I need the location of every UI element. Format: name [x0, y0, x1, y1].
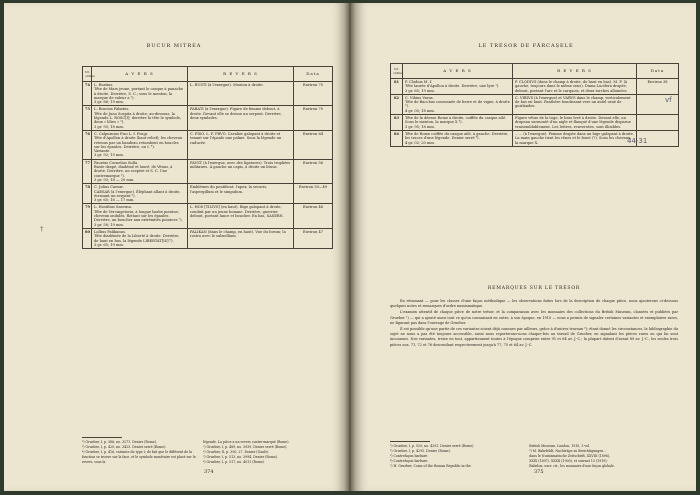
header-avers: A V E R S [403, 64, 513, 79]
avers-cell: P. Clodius M. f. Tête laurée d'Apollon à droite. Derrière, une lyre ¹). 3 gr. 65; 19 mm. [403, 79, 513, 95]
table-row [83, 130, 333, 159]
avers-cell: L. Hostilius Saserna. Tête de Vercingetorix, à longue barbe pointue; cheveux ondulés, flottant sur les épaules. Derrière, un bouclier aux extrémités pointues ⁷). 3 gr. 58; 19 mm. [92, 204, 188, 228]
table-header-row [83, 67, 333, 82]
date-cell [637, 94, 679, 114]
book-gutter [344, 3, 356, 491]
coin-table-right [390, 63, 679, 147]
avers-cell: Tête de Rome coiffée du casque ailé, à gauche. Derrière, les traces d'une légende. Denier serré ⁴). 4 gr. 02; 20 mm. [403, 130, 513, 146]
date-cell: Environ 50—49 [294, 184, 333, 204]
page-number-right: 375 [534, 469, 544, 475]
footnote: ¹) H. Grueber, Coins of the Roman Republic in the [390, 464, 471, 468]
footnote: dans le Numismatische Zeitschrift, XXVIII (1896), [529, 454, 611, 458]
footnote: ³) Contrefaçon barbare. [390, 454, 429, 458]
paragraph: L'examen attentif de chaque pièce de notre trésor, et la comparaison avec les monnaies des collections du British Museum, classées et publiées par Grueber ¹) — qui a ajouté aussi tout ce qu'on connaissait en outre, à son époque, en 1910 — nous a permis de signaler certaines variantes et exemplaires rares, ne figurant pas dans l'ouvrage de Grueber. [390, 310, 678, 325]
footnotes-left [82, 437, 332, 465]
date-cell [637, 115, 679, 131]
date-cell: Environ 75 [294, 82, 333, 106]
footnote-column [82, 440, 202, 465]
header-avers: A V E R S [92, 67, 188, 82]
revers-cell: FAVST (à l'exergue, avec des ligatures). Trois trophées militaires. À gauche un capis, à droite un lituus. [188, 159, 294, 183]
date-cell: Environ 70 [294, 106, 333, 130]
running-head-right: LE TRÉSOR DE FĂRCAȘELE [478, 43, 574, 49]
revers-cell: L. RUSTI (à l'exergue). Mouton à droite. [188, 82, 294, 106]
revers-cell: Emblèmes du pontificat: l'apex, la securis, l'aspergillum et le simpulum. [188, 184, 294, 204]
date-cell: Environ 56 [294, 159, 333, 183]
footnote: ¹) Grueber, I, p. 520, no. 4291. Denier serré (Rome). [390, 444, 475, 448]
running-head-left: BUCUR MITREA [146, 43, 202, 49]
row-number: 81 [391, 79, 403, 95]
footnote-column [529, 444, 667, 469]
avers-cell: C. Vibius Varus. Tête de Bacchus couronnée de lierre et de vigne, à droite ²). 4 gr. 05; 18 mm. [403, 94, 513, 114]
footnote-column [203, 440, 323, 465]
row-number: 84 [391, 130, 403, 146]
table-row [83, 82, 333, 106]
table-row [391, 94, 679, 114]
avers-cell: L. Roscius Fabatus. Tête de Juno Sospita à droite; au-dessous, la légende L. ROSC[I]; derrière la tête le symbole, deux « lilies » ³). 3 gr. 93; 18 mm. [92, 106, 188, 130]
footnote: ⁴) Grueber, I, p. 416, variante du type I; de fait que le différent de la fonction se trouve sur la face, et le symbole monétaire est placé sur le revers, sous la [82, 450, 196, 464]
revers-cell: Figure vêtue de la toge, le bras levé à droite. Devant elle, un drapeau surmonté d'un aigle et flanqué d'une légende disparue vraisemblablement. Les lettres, renversées, sont illisibles. [513, 115, 637, 131]
pencil-mark: † [40, 225, 44, 233]
footnote: ²) M. Bahrfeldt, Nachträge zu Berichtigungen… [529, 449, 607, 453]
avers-cell: L. Rustius. Tête de Mars jeune, portant le casque à panache à droite. Derrière, S. C.; sous le menton, la marque de valeur a ²). 3 gr. 86; 19 mm. [92, 82, 188, 106]
table-row [391, 79, 679, 95]
date-cell: Environ 64 [294, 130, 333, 159]
header-date: Data [637, 64, 679, 79]
footnote: ⁵) Grueber, I, p. 489, no. 3939. Denier serré (Rome). [203, 445, 288, 449]
header-revers: R E V E R S [513, 64, 637, 79]
row-number: 80 [83, 228, 92, 248]
section-title: REMARQUES SUR LE TRÉSOR [487, 286, 581, 291]
row-number: 83 [391, 115, 403, 131]
footnote: ²) Grueber, I, p. 386, no. 3271. Denier (Rome). [82, 440, 157, 444]
avers-cell: C. Calpurnius Piso L. f. Frugi. Tête d'Apollon à droite (haut relief); les cheveux retenus par un bandeau retombent en boucles sur les épaules. Derrière, un I. ⁴). Variante. 3 gr. 92; 19 mm. [92, 130, 188, 159]
revers-cell: PALIKAN (dans le champ, en haut). Vue du forum; la rostra avec le subsellium. [188, 228, 294, 248]
footnote: ⁷) Grueber, I, p. 513, no. 3994. Denier (Rome). [203, 455, 278, 459]
book-spread [4, 3, 696, 491]
header-number: Nr. ordine [391, 64, 403, 79]
revers-cell: C. PISO. L. F. FRVG. Cavalier galopant à droite et tenant sur l'épaule une palme. Sous la légende un caducée. [188, 130, 294, 159]
table-header-row [391, 64, 679, 79]
revers-cell: L. HOS [TILIVS] (en haut). Bige galopant à droite, conduit par un jeune homme. Derrière, guerrier debout, portant lance et bouclier. En bas, SASERN. [188, 204, 294, 228]
body-text [390, 299, 678, 349]
revers-cell: C. VIBIVS (à l'exergue) et VARVS dans le champ, verticalement de bas en haut. Panthère bondissant vers un autel orné de guirlandes. [513, 94, 637, 114]
footnote: légende. La pièce a un revers contre-marqué (Rome). [203, 440, 290, 444]
footnote-rule [82, 437, 122, 438]
revers-cell: …… (à l'exergue). Femme drapée dans un bige galopant à droite. La main gauche tient les rênes et le fouet (?). Sous les chevaux, la marque X. [513, 130, 637, 146]
footnote: ⁶) Grueber, II, p. 390, 27. Denier (Gaule). [203, 450, 270, 454]
revers-cell: P. CLODIVS (dans le champ à droite, de haut en bas). M. F. (à gauche, toujours dans le même sens). Diana Lucifera drapée, debout, portant l'arc et le carquois, et deux torches allumées. [513, 79, 637, 95]
footnote: XXIX (1897), XXXII (1900), et suivant 13 (1919); [529, 459, 608, 463]
table-row [83, 228, 333, 248]
coin-table-left [82, 66, 333, 249]
page-number-left: 374 [204, 469, 214, 475]
right-page [356, 3, 696, 491]
footnote-rule [390, 441, 430, 442]
row-number: 74 [83, 82, 92, 106]
date-cell: Environ 38 [637, 79, 679, 95]
revers-cell: FABATI (à l'exergue). Figure de femme debout, à droite. Devant elle se dresse un serpent. Derrière, deux symboles. [188, 106, 294, 130]
pencil-annotation: 44-31 [627, 137, 648, 145]
footnote: ⁴) Contrefaçon barbare. [390, 459, 429, 463]
avers-cell: Faustus Cornelius Sulla. Buste drapé, diadémé et lauré, de Vénus, à droite. Derrière, un sceptre et S. C. Une contremarque ⁵). 3 gr. 93; 18 — 20 mm. [92, 159, 188, 183]
footnote: Babelon, excr. cit.; les monnaies d'une façon globale. [529, 464, 615, 468]
paragraph: En résumant — pour les classer d'une façon méthodique — les observations faites lors de la description de chaque pièce, nous ajouterons ci-dessous quelques notes et remarques d'ordre numismatique. [390, 299, 678, 309]
table-row [83, 204, 333, 228]
table-row [83, 106, 333, 130]
header-date: Data [294, 67, 333, 82]
left-page [4, 3, 344, 491]
row-number: 78 [83, 184, 92, 204]
avers-cell: Tête de la déesse Rome à droite, coiffée du casque ailé. Sous le menton, la marque X ³). 3 gr. 95; 18 mm. [403, 115, 513, 131]
table-row [391, 115, 679, 131]
table-row [83, 184, 333, 204]
pencil-annotation: vf [665, 96, 672, 104]
footnotes-right [390, 441, 678, 469]
row-number: 82 [391, 94, 403, 114]
row-number: 77 [83, 159, 92, 183]
row-number: 76 [83, 130, 92, 159]
table-row [83, 159, 333, 183]
row-number: 75 [83, 106, 92, 130]
footnote-column [390, 444, 528, 469]
footnote: British Museum, London, 1910, 3 vol. [529, 444, 591, 448]
avers-cell: Lollius Palikanus. Tête diadémée de la Liberté à droite. Derrière, de haut en bas, la légende LIBERTAT[IS] ⁸). 3 gr. 65; 19 mm. [92, 228, 188, 248]
header-revers: R E V E R S [188, 67, 294, 82]
paragraph: Il est possible qu'une partie de ces variantes soient déjà connues par ailleurs, grâce à d'autres travaux ²); étant donné les circonstances, la bibliographie du sujet ne nous a pas été toujours accessible, aussi nous reporterons-nous chaque-fois au travail de Grueber, en signalant les pièces rares ou qui lui sont inconnues. Nos variantes, treize en tout, appartiennent toutes à l'époque comprise entre 91 et 64 av. J.-C.; la plupart datent d'avant 89 av. J.-C., les seules trois pièces nos. 71, 72 et 76 descendant respectivement jusqu'à 77, 75 et 64 av. J.-C. [390, 327, 678, 347]
row-number: 79 [83, 204, 92, 228]
footnote: ⁸) Grueber, I, p. 517, no. 4011 (Rome). [203, 460, 265, 464]
footnote: ²) Grueber, I, p. 4295. Denier (Rome). [390, 449, 451, 453]
avers-cell: C. Julius Caesar. CAESAR (à l'exergue). Éléphant allant à droite, écrasant un serpent ⁶). 3 gr. 65; 16 — 17 mm. [92, 184, 188, 204]
date-cell: Environ 48 [294, 204, 333, 228]
date-cell: Environ 47 [294, 228, 333, 248]
footnote: ³) Grueber, I, p. 420, no. 3425. Denier serré (Rome). [82, 445, 167, 449]
header-number: Nr. ordine [83, 67, 92, 82]
